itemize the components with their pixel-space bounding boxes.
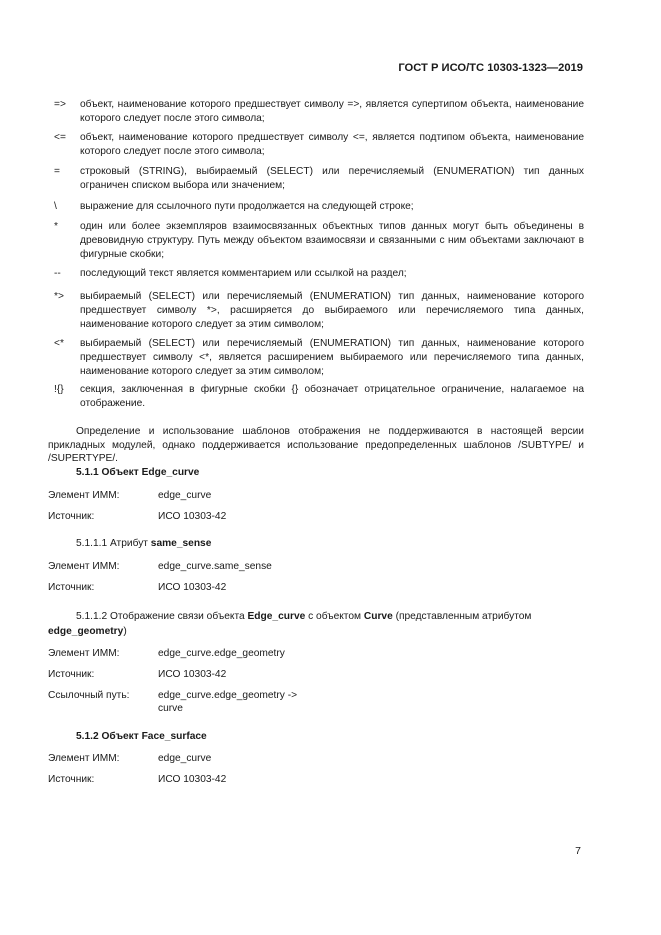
notation-item	[54, 267, 584, 281]
notation-description: выбираемый (SELECT) или перечисляемый (ENUMERATION) тип данных, наименование которого предшествует символу <*, является расширением выбираемого или перечисляемого типа данных, наименование которого следует за этим символом;	[80, 338, 584, 377]
ref-path-label: Ссылочный путь:	[48, 690, 130, 701]
page-number: 7	[575, 845, 581, 857]
notation-symbol: !{}	[54, 384, 64, 395]
notation-symbol: --	[54, 268, 61, 279]
heading-attribute: same_sense	[150, 538, 212, 549]
aim-element-value: edge_curve.edge_geometry	[158, 648, 285, 659]
notation-symbol: =>	[54, 99, 66, 110]
heading-entity: Curve	[363, 611, 393, 622]
source-value: ИСО 10303-42	[158, 511, 227, 522]
source-label: Источник:	[48, 511, 95, 522]
heading-text: (представленным атрибутом	[392, 611, 532, 622]
notation-item	[54, 200, 584, 214]
source-label: Источник:	[48, 774, 95, 785]
notation-item	[54, 383, 584, 411]
ref-path-value	[158, 689, 328, 715]
source-value: ИСО 10303-42	[158, 669, 227, 680]
heading-text: )	[123, 625, 127, 637]
notation-symbol: <*	[54, 338, 64, 349]
ref-path-line: edge_curve.edge_geometry ->	[158, 690, 298, 701]
source-value: ИСО 10303-42	[158, 774, 227, 785]
notation-description: один или более экземпляров взаимосвязанных объектных типов данных могут быть объединены в древовидную структуру. Путь между объектом взаимосвязи и связанными с ним объектами заключают в фигурные скобки;	[80, 221, 584, 260]
notation-symbol: \	[54, 201, 57, 212]
aim-element-label: Элемент ИММ:	[48, 561, 120, 572]
source-label: Источник:	[48, 669, 95, 680]
section-heading: 5.1.2 Объект Face_surface	[76, 731, 207, 742]
notation-description: выражение для ссылочного пути продолжается на следующей строке;	[80, 201, 414, 212]
intro-paragraph	[48, 425, 584, 466]
section-heading	[76, 538, 211, 549]
heading-text: 5.1.1.1 Атрибут	[76, 538, 151, 549]
section-heading: 5.1.1 Объект Edge_curve	[76, 467, 200, 478]
notation-symbol: =	[54, 166, 60, 177]
ref-path-line: curve	[158, 703, 183, 714]
aim-element-value: edge_curve	[158, 753, 212, 764]
notation-description: объект, наименование которого предшествует символу <=, является подтипом объекта, наименование которого следует после этого символа;	[80, 132, 584, 157]
notation-item	[54, 131, 584, 159]
notation-symbol: *	[54, 221, 58, 232]
aim-element-label: Элемент ИММ:	[48, 648, 120, 659]
standard-header: ГОСТ Р ИСО/ТС 10303-1323—2019	[398, 62, 583, 74]
notation-item	[54, 98, 584, 126]
heading-text: 5.1.1.2 Отображение связи объекта	[76, 611, 248, 622]
section-heading	[48, 610, 584, 639]
heading-entity: Edge_curve	[247, 611, 306, 622]
heading-attribute: edge_geometry	[48, 625, 124, 637]
aim-element-value: edge_curve	[158, 490, 212, 501]
source-label: Источник:	[48, 582, 95, 593]
notation-item	[54, 165, 584, 193]
notation-description: строковый (STRING), выбираемый (SELECT) или перечисляемый (ENUMERATION) тип данных ограничен списком выбора или значением;	[80, 166, 584, 191]
notation-item	[54, 220, 584, 262]
source-value: ИСО 10303-42	[158, 582, 227, 593]
notation-description: секция, заключенная в фигурные скобки {} обозначает отрицательное ограничение, налагаемое на отображение.	[80, 384, 584, 409]
aim-element-value: edge_curve.same_sense	[158, 561, 272, 572]
notation-description: выбираемый (SELECT) или перечисляемый (ENUMERATION) тип данных, наименование которого предшествует символу *>, расширяется до выбираемого или перечисляемого типа данных, наименование которого следует за этим символом;	[80, 291, 584, 330]
heading-text: с объектом	[305, 611, 364, 622]
notation-item	[54, 337, 584, 379]
intro-paragraph-text: Определение и использование шаблонов отображения не поддерживаются в настоящей версии прикладных модулей, однако поддерживается использование предопределенных шаблонов /SUBTYPE/ и /SUPERTYPE/.	[48, 426, 584, 464]
notation-item	[54, 290, 584, 332]
aim-element-label: Элемент ИММ:	[48, 753, 120, 764]
notation-description: объект, наименование которого предшествует символу =>, является супертипом объекта, наименование которого следует после этого символа;	[80, 99, 584, 124]
notation-symbol: *>	[54, 291, 64, 302]
aim-element-label: Элемент ИММ:	[48, 490, 120, 501]
notation-description: последующий текст является комментарием или ссылкой на раздел;	[80, 268, 407, 279]
notation-symbol: <=	[54, 132, 66, 143]
